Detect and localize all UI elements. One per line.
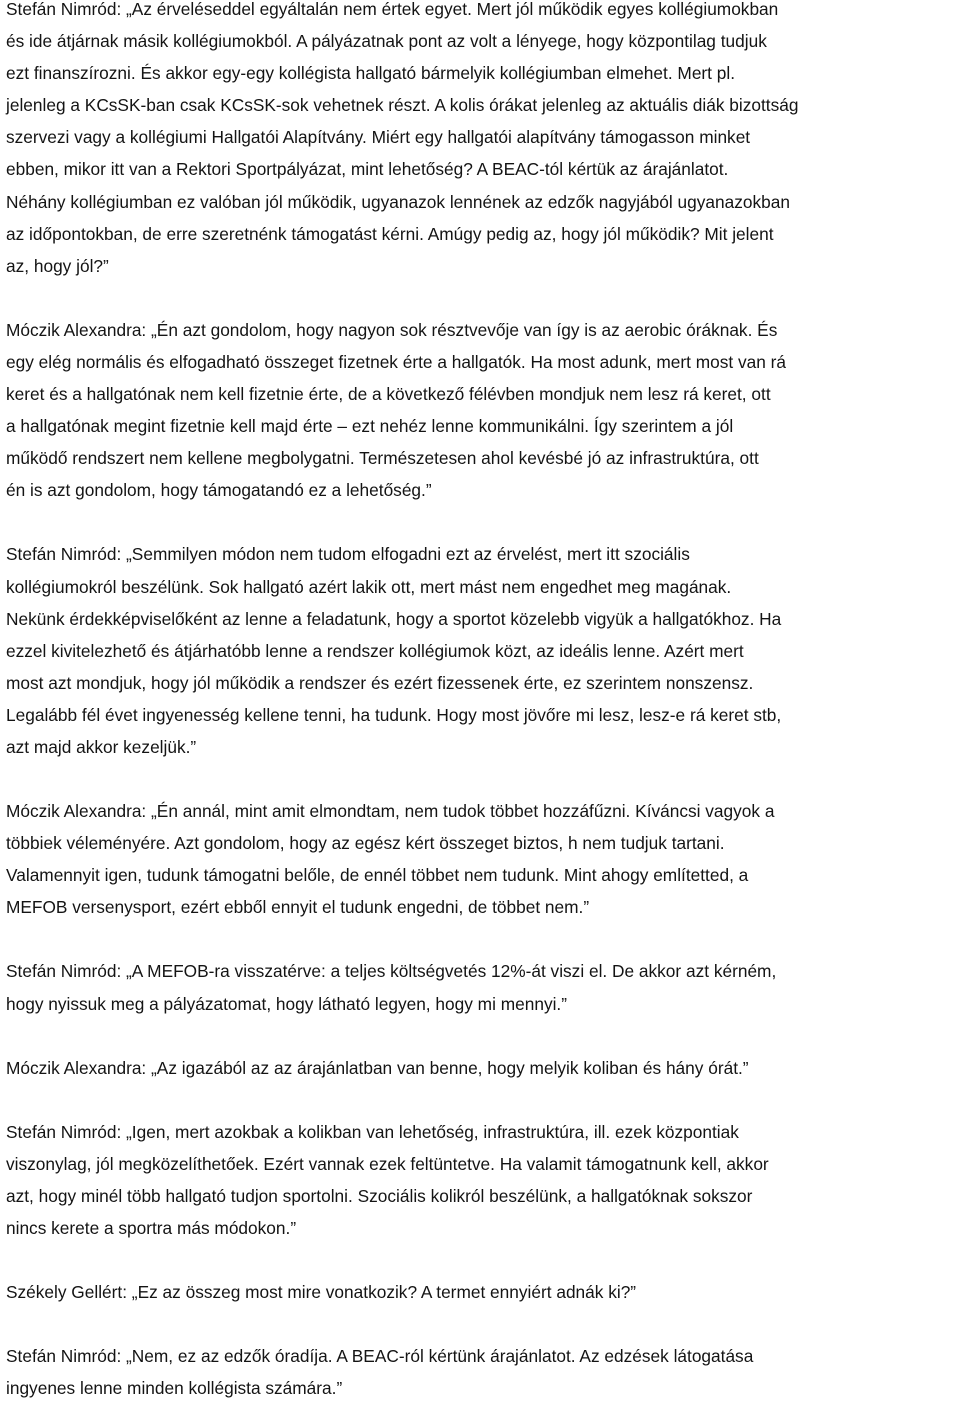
paragraph-3	[6, 538, 956, 763]
text-line: az, hogy jól?”	[6, 255, 109, 276]
text-line: nincs kerete a sportra más módokon.”	[6, 1218, 297, 1238]
text-line: azt, hogy minél több hallgató tudjon sportolni. Szociális kolikról beszélünk, a hallgatóknak sokszor	[6, 1185, 753, 1206]
text-line: Stefán Nimród: „Semmilyen módon nem tudom elfogadni ezt az érvelést, mert itt szociális	[6, 544, 690, 565]
text-line: ebben, mikor itt van a Rektori Sportpályázat, mint lehetőség? A BEAC-tól kértük az árajánlatot.	[6, 159, 729, 180]
text-line: és ide átjárnak másik kollégiumokból. A pályázatnak pont az volt a lényege, hogy központilag tudjuk	[6, 31, 767, 52]
paragraph-1	[6, 0, 956, 282]
paragraph-6	[6, 1052, 956, 1084]
text-line: többiek véleményére. Azt gondolom, hogy az egész kért összeget biztos, h nem tudjuk tartani.	[6, 833, 725, 854]
text-line: Nekünk érdekképviselőként az lenne a feladatunk, hogy a sportot közelebb vigyük a hallgatókhoz. Ha	[6, 608, 782, 629]
paragraph-2	[6, 314, 956, 507]
text-line: egy elég normális és elfogadható összeget fizetnek érte a hallgatók. Ha most adunk, mert most van rá	[6, 351, 786, 372]
text-line: Móczik Alexandra: „Én annál, mint amit elmondtam, nem tudok többet hozzáfűzni. Kíváncsi vagyok a	[6, 801, 775, 822]
paragraph-8	[6, 1276, 956, 1308]
paragraph-5	[6, 955, 956, 1019]
text-line: én is azt gondolom, hogy támogatandó ez a lehetőség.”	[6, 480, 432, 501]
text-line: szervezi vagy a kollégiumi Hallgatói Alapítvány. Miért egy hallgatói alapítvány támogasson minket	[6, 127, 751, 148]
paragraph-4	[6, 795, 956, 923]
text-line: jelenleg a KCsSK-ban csak KCsSK-sok vehetnek részt. A kolis órákat jelenleg az aktuális diák bizottság	[6, 95, 799, 116]
text-line: az időpontokban, de erre szeretnénk támogatást kérni. Amúgy pedig az, hogy jól működik? Mit jelent	[6, 223, 774, 244]
text-line: a hallgatónak megint fizetnie kell majd érte – ezt nehéz lenne kommunikálni. Így szerintem a jól	[6, 416, 734, 437]
text-line: Stefán Nimród: „Nem, ez az edzők óradíja. A BEAC-ról kértünk árajánlatot. Az edzések látogatása	[6, 1346, 754, 1367]
text-line: keret és a hallgatónak nem kell fizetnie érte, de a következő félévben mondjuk nem lesz rá keret, ott	[6, 384, 771, 405]
text-line: Móczik Alexandra: „Az igazából az az árajánlatban van benne, hogy melyik koliban és hány órát.”	[6, 1057, 749, 1078]
text-line: kollégiumokról beszélünk. Sok hallgató azért lakik ott, mert mást nem engedhet meg magának.	[6, 576, 732, 597]
text-line: működő rendszert nem kellene megbolygatni. Természetesen ahol kevésbé jó az infrastruktúra, ott	[6, 448, 759, 469]
text-line: Valamennyit igen, tudunk támogatni belőle, de ennél többet nem tudunk. Mint ahogy említetted, a	[6, 865, 749, 886]
text-line: Székely Gellért: „Ez az összeg most mire vonatkozik? A termet ennyiért adnák ki?”	[6, 1282, 637, 1303]
text-line: most azt mondjuk, hogy jól működik a rendszer és ezért fizessenek érte, ez szerintem nonszensz.	[6, 672, 754, 693]
text-line: Legalább fél évet ingyenesség kellene tenni, ha tudunk. Hogy most jövőre mi lesz, lesz-e rá keret stb,	[6, 704, 782, 725]
text-line: azt majd akkor kezeljük.”	[6, 736, 197, 757]
text-line: MEFOB versenysport, ezért ebből ennyit el tudunk engedni, de többet nem.”	[6, 897, 590, 918]
text-line: viszonylag, jól megközelíthetőek. Ezért vannak ezek feltüntetve. Ha valamit támogatnunk kell, akkor	[6, 1153, 769, 1174]
paragraph-9	[6, 1340, 956, 1404]
text-line: Stefán Nimród: „Az érveléseddel egyáltalán nem értek egyet. Mert jól működik egyes kollégiumokban	[6, 0, 779, 19]
paragraph-7	[6, 1116, 956, 1244]
text-line: ezt finanszírozni. És akkor egy-egy kollégista hallgató bármelyik kollégiumban elmehet. Mert pl.	[6, 63, 736, 84]
text-line: Stefán Nimród: „A MEFOB-ra visszatérve: a teljes költségvetés 12%-át viszi el. De akkor azt kérném,	[6, 961, 777, 982]
text-line: Stefán Nimród: „Igen, mert azokbak a kolikban van lehetőség, infrastruktúra, ill. ezek központiak	[6, 1121, 739, 1142]
text-line: ezzel kivitelezhető és átjárhatóbb lenne a rendszer kollégiumok közt, az ideális lenne. Azért mert	[6, 640, 744, 661]
text-line: Néhány kollégiumban ez valóban jól működik, ugyanazok lennének az edzők nagyjából ugyanazokban	[6, 191, 790, 212]
text-line: hogy nyissuk meg a pályázatomat, hogy látható legyen, hogy mi mennyi.”	[6, 993, 567, 1014]
text-line: Móczik Alexandra: „Én azt gondolom, hogy nagyon sok résztvevője van így is az aerobic óráknak. És	[6, 319, 778, 340]
text-line: ingyenes lenne minden kollégista számára.”	[6, 1378, 343, 1399]
